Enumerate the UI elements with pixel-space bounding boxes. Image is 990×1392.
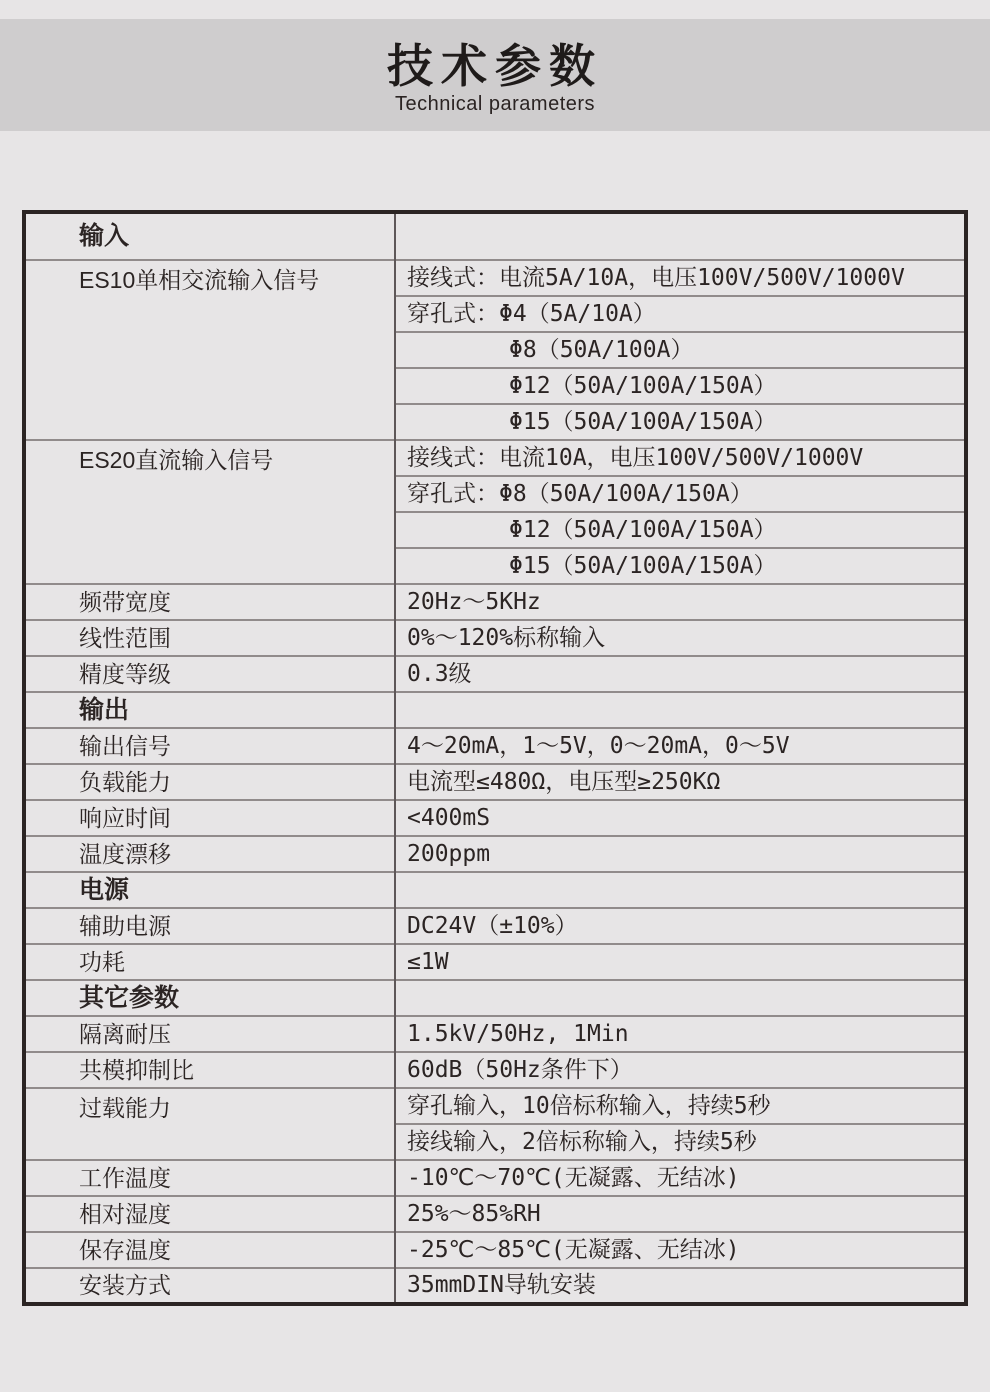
param-label-text: 频带宽度	[79, 588, 171, 615]
table-row	[24, 764, 966, 800]
param-value-cell: Φ12（50A/100A/150A）	[395, 512, 966, 548]
param-label-cell	[24, 764, 395, 800]
param-label-cell	[24, 620, 395, 656]
param-value-cell	[395, 872, 966, 908]
param-label-text: 输入	[79, 222, 130, 251]
table-row	[24, 908, 966, 944]
param-value-cell: 电流型≤480Ω，电压型≥250KΩ	[395, 764, 966, 800]
table-row	[24, 1196, 966, 1232]
param-label-text: 隔离耐压	[79, 1020, 171, 1047]
param-label-cell	[24, 440, 395, 584]
page-title: 技术参数	[387, 40, 603, 92]
param-value-cell: 接线式：电流10A，电压100V/500V/1000V	[395, 440, 966, 476]
section-label-cell	[24, 692, 395, 728]
param-value-cell	[395, 212, 966, 260]
table-row	[24, 836, 966, 872]
param-value-cell: DC24V（±10%）	[395, 908, 966, 944]
param-value-cell: 0%～120%标称输入	[395, 620, 966, 656]
param-label-cell	[24, 1016, 395, 1052]
param-label-cell	[24, 584, 395, 620]
table-row	[24, 800, 966, 836]
table-row	[24, 260, 966, 296]
table-row	[24, 584, 966, 620]
param-label-cell	[24, 260, 395, 440]
param-label-text: 其它参数	[79, 983, 180, 1012]
param-label-text: 辅助电源	[79, 912, 171, 939]
param-value-cell: Φ15（50A/100A/150A）	[395, 548, 966, 584]
section-label-cell	[24, 872, 395, 908]
param-value-cell: -10℃～70℃(无凝露、无结冰)	[395, 1160, 966, 1196]
param-value-cell	[395, 980, 966, 1016]
param-value-cell: Φ12（50A/100A/150A）	[395, 368, 966, 404]
param-label-text: 输出信号	[79, 732, 171, 759]
param-label-cell	[24, 1088, 395, 1160]
param-label-cell	[24, 1268, 395, 1304]
page-subtitle: Technical parameters	[394, 92, 596, 115]
param-value-cell: 200ppm	[395, 836, 966, 872]
param-value-cell: 0.3级	[395, 656, 966, 692]
table-row	[24, 944, 966, 980]
table-row	[24, 1268, 966, 1304]
table-row	[24, 692, 966, 728]
table-row	[24, 212, 966, 260]
param-label-text: ES20直流输入信号	[79, 447, 274, 473]
param-label-text: 保存温度	[79, 1236, 171, 1263]
table-row	[24, 1232, 966, 1268]
param-value-cell: 20Hz～5KHz	[395, 584, 966, 620]
param-label-text: 功耗	[79, 948, 125, 975]
param-value-cell	[395, 692, 966, 728]
param-value-cell: 4～20mA，1～5V，0～20mA，0～5V	[395, 728, 966, 764]
param-label-cell	[24, 944, 395, 980]
param-label-cell	[24, 656, 395, 692]
param-value-cell: -25℃～85℃(无凝露、无结冰)	[395, 1232, 966, 1268]
table-row	[24, 1052, 966, 1088]
param-label-text: ES10单相交流输入信号	[79, 267, 320, 293]
param-label-text: 线性范围	[79, 624, 171, 651]
param-value-cell: 1.5kV/50Hz, 1Min	[395, 1016, 966, 1052]
table-row	[24, 620, 966, 656]
table-row	[24, 980, 966, 1016]
param-label-text: 精度等级	[79, 660, 171, 687]
param-value-cell: 60dB（50Hz条件下）	[395, 1052, 966, 1088]
param-label-text: 负载能力	[79, 768, 171, 795]
table-row	[24, 1016, 966, 1052]
param-label-cell	[24, 1052, 395, 1088]
param-value-cell: Φ8（50A/100A）	[395, 332, 966, 368]
param-label-cell	[24, 1160, 395, 1196]
spec-table-body	[24, 212, 966, 1304]
param-label-text: 安装方式	[79, 1272, 171, 1299]
param-label-text: 相对湿度	[79, 1200, 171, 1227]
param-label-cell	[24, 800, 395, 836]
param-label-cell	[24, 1196, 395, 1232]
section-label-cell	[24, 212, 395, 260]
table-row	[24, 1160, 966, 1196]
param-value-cell: 35mmDIN导轨安装	[395, 1268, 966, 1304]
param-label-cell	[24, 908, 395, 944]
param-label-text: 温度漂移	[79, 840, 171, 867]
table-row	[24, 656, 966, 692]
param-label-text: 输出	[79, 695, 130, 724]
table-row	[24, 440, 966, 476]
param-label-cell	[24, 1232, 395, 1268]
param-value-cell: ≤1W	[395, 944, 966, 980]
param-label-text: 电源	[79, 875, 130, 904]
table-row	[24, 872, 966, 908]
param-label-text: 响应时间	[79, 804, 171, 831]
param-value-cell: 接线式：电流5A/10A，电压100V/500V/1000V	[395, 260, 966, 296]
param-value-cell: 接线输入，2倍标称输入，持续5秒	[395, 1124, 966, 1160]
title-band	[0, 19, 990, 131]
param-label-cell	[24, 728, 395, 764]
table-row	[24, 728, 966, 764]
spec-table	[22, 210, 968, 1306]
param-value-cell: 穿孔式：Φ4（5A/10A）	[395, 296, 966, 332]
param-value-cell: <400mS	[395, 800, 966, 836]
section-label-cell	[24, 980, 395, 1016]
table-row	[24, 1088, 966, 1124]
param-label-text: 过载能力	[79, 1095, 171, 1121]
param-label-text: 共模抑制比	[79, 1056, 194, 1083]
param-value-cell: 穿孔输入，10倍标称输入，持续5秒	[395, 1088, 966, 1124]
param-value-cell: Φ15（50A/100A/150A）	[395, 404, 966, 440]
param-label-text: 工作温度	[79, 1164, 171, 1191]
param-value-cell: 25%～85%RH	[395, 1196, 966, 1232]
param-value-cell: 穿孔式：Φ8（50A/100A/150A）	[395, 476, 966, 512]
param-label-cell	[24, 836, 395, 872]
